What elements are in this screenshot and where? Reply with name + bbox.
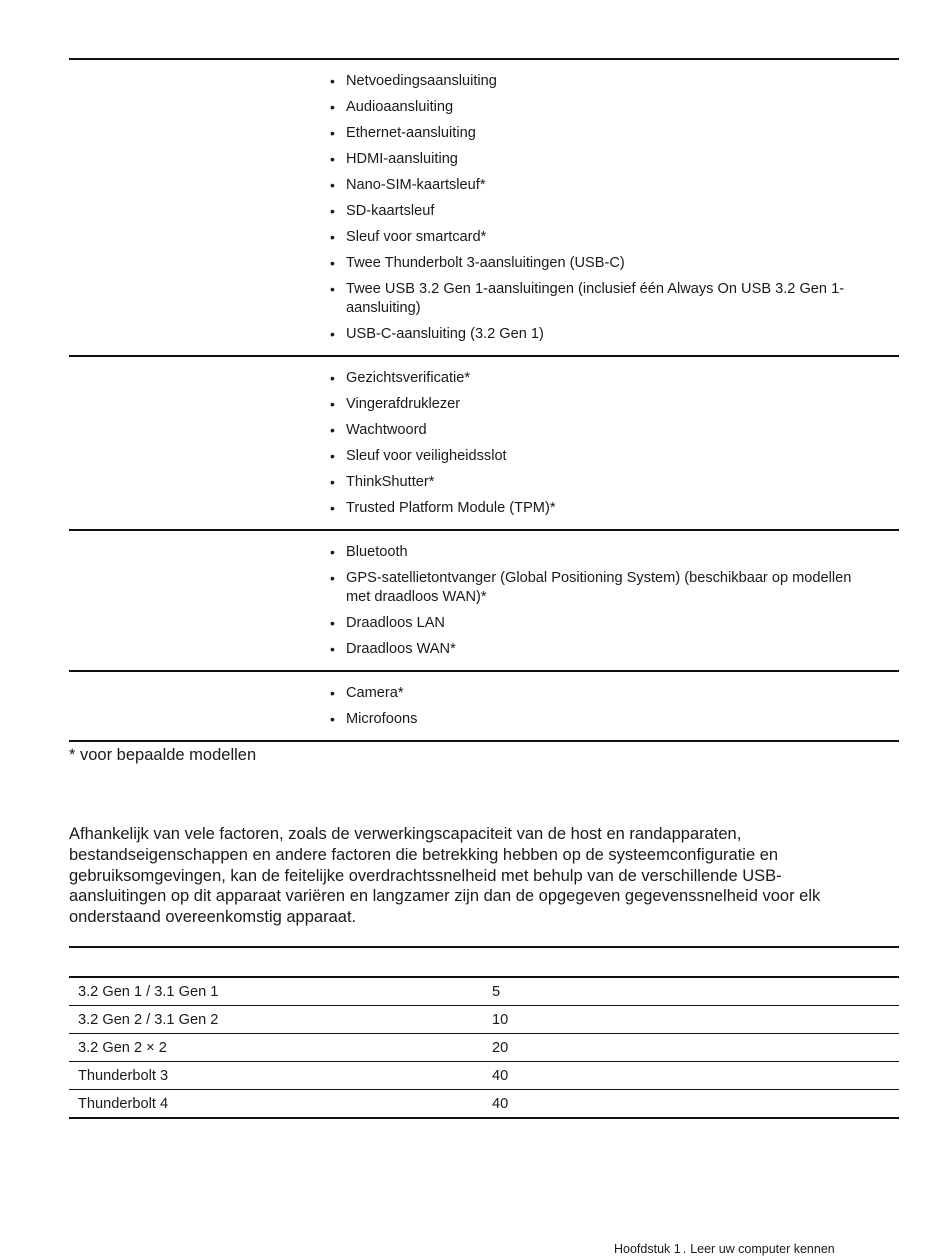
- data-rate-cell: 5: [483, 977, 899, 1006]
- usb-spec-cell: 3.2 Gen 1 / 3.1 Gen 1: [69, 977, 483, 1006]
- list-item: • Microfoons: [346, 710, 879, 729]
- table-row: [69, 1062, 899, 1090]
- data-rate-cell: 40: [483, 1090, 899, 1119]
- list-item: • Vingerafdruklezer: [346, 395, 879, 414]
- spec-row-security: [69, 357, 899, 531]
- list-item: • Camera*: [346, 684, 879, 703]
- spec-list-ports: [325, 60, 899, 355]
- list-item: • SD-kaartsleuf: [346, 202, 879, 221]
- footer-title: Leer uw computer kennen: [690, 1242, 835, 1256]
- list-item: • Bluetooth: [346, 543, 879, 562]
- list-item: • Sleuf voor veiligheidsslot: [346, 447, 879, 466]
- spec-label-cell: [69, 531, 325, 670]
- list-item: • Nano-SIM-kaartsleuf*: [346, 176, 879, 195]
- list-item: • Sleuf voor smartcard*: [346, 228, 879, 247]
- spec-list-av: [325, 672, 899, 740]
- usb-transfer-paragraph: Afhankelijk van vele factoren, zoals de verwerkingscapaciteit van de host en randapparaten, bestandseigenschappen en andere factoren die betrekking hebben op de systeemconfiguratie en gebruiksomgevingen, kan de feitelijke overdrachtssnelheid met behulp van de verschillende USB-aansluitingen op dit apparaat variëren en langzamer zijn dan de opgegeven gegevenssnelheid voor elk onderstaand overeenkomstig apparaat.: [69, 825, 821, 927]
- list-item: • Twee Thunderbolt 3-aansluitingen (USB-C): [346, 254, 879, 273]
- list-item: • Wachtwoord: [346, 421, 879, 440]
- data-rate-cell: 40: [483, 1062, 899, 1090]
- spec-list-wireless: [325, 531, 899, 670]
- footer-separator: .: [682, 1242, 687, 1256]
- spec-row-ports: [69, 60, 899, 357]
- list-item: • Gezichtsverificatie*: [346, 369, 879, 388]
- list-item: • GPS-satellietontvanger (Global Positioning System) (beschikbaar op modellen met draadloos WAN)*: [346, 569, 879, 607]
- spec-label-cell: [69, 60, 325, 355]
- usb-spec-cell: 3.2 Gen 2 × 2: [69, 1034, 483, 1062]
- list-item: • HDMI-aansluiting: [346, 150, 879, 169]
- list-item: • Audioaansluiting: [346, 98, 879, 117]
- data-rate-cell: 10: [483, 1006, 899, 1034]
- usb-spec-cell: Thunderbolt 4: [69, 1090, 483, 1119]
- footnote: * voor bepaalde modellen: [69, 746, 257, 764]
- list-item: • Netvoedingsaansluiting: [346, 72, 879, 91]
- table-header-cell: [483, 947, 899, 977]
- usb-spec-cell: Thunderbolt 3: [69, 1062, 483, 1090]
- list-item: • Ethernet-aansluiting: [346, 124, 879, 143]
- table-header-row: [69, 947, 899, 977]
- spec-row-av: [69, 672, 899, 742]
- list-item: • Trusted Platform Module (TPM)*: [346, 499, 879, 518]
- table-row: [69, 1006, 899, 1034]
- list-item: • Draadloos LAN: [346, 614, 879, 633]
- table-row: [69, 1034, 899, 1062]
- footer-chapter: Hoofdstuk 1: [614, 1242, 681, 1256]
- list-item: • Twee USB 3.2 Gen 1-aansluitingen (inclusief één Always On USB 3.2 Gen 1-aansluiting): [346, 280, 879, 318]
- table-row: [69, 1090, 899, 1119]
- list-item: • Draadloos WAN*: [346, 640, 879, 659]
- usb-speed-table: [69, 946, 899, 1119]
- spec-label-cell: [69, 672, 325, 740]
- spec-list-security: [325, 357, 899, 529]
- list-item: • ThinkShutter*: [346, 473, 879, 492]
- spec-row-wireless: [69, 531, 899, 672]
- usb-spec-cell: 3.2 Gen 2 / 3.1 Gen 2: [69, 1006, 483, 1034]
- spec-label-cell: [69, 357, 325, 529]
- list-item: • USB-C-aansluiting (3.2 Gen 1): [346, 325, 879, 344]
- spec-table: [69, 58, 899, 742]
- table-header-cell: [69, 947, 483, 977]
- data-rate-cell: 20: [483, 1034, 899, 1062]
- table-row: [69, 977, 899, 1006]
- page-footer: [614, 1241, 835, 1257]
